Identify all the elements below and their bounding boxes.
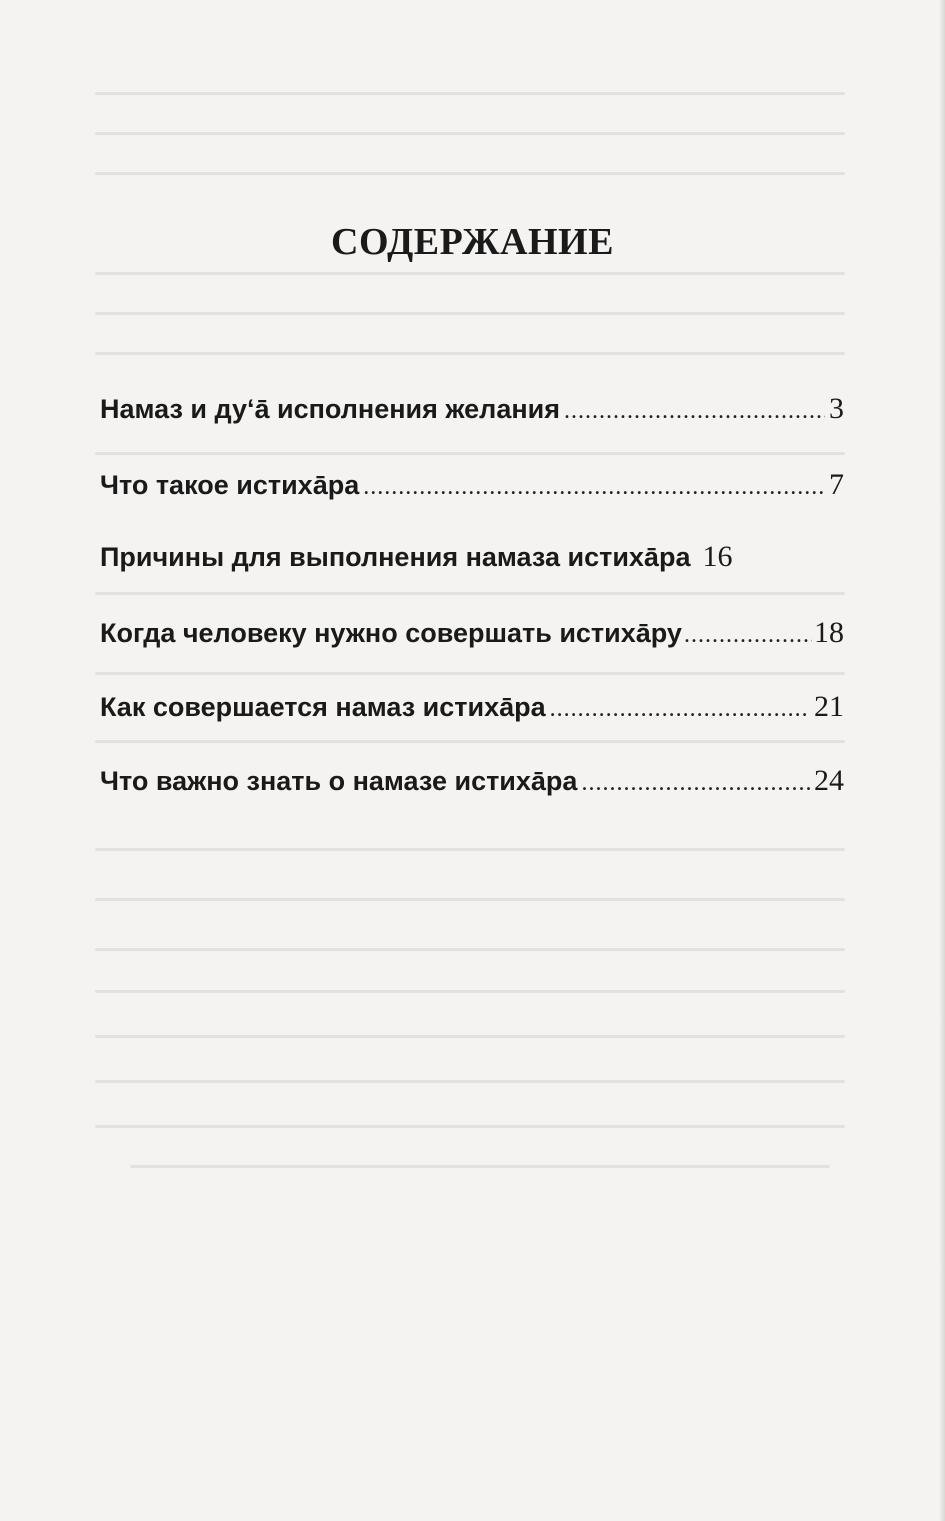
bleed-through-line [95,1125,845,1128]
toc-leader-dots [550,696,810,723]
page-edge-shadow [939,0,945,1521]
toc-leader-dots [581,770,810,797]
toc-title: СОДЕРЖАНИЕ [331,221,614,263]
toc-item[interactable] [100,764,844,798]
toc-item-title: Намаз и дуʻā исполнения желания [100,394,561,424]
bleed-through-line [95,272,845,275]
bleed-through-line [95,92,845,95]
toc-leader-dots [564,398,825,425]
toc-item-title: Что такое истихāра [100,470,360,500]
toc-item[interactable] [100,392,844,426]
toc-item-page: 3 [829,392,844,425]
toc-leader-dots [684,622,812,649]
toc-item-page: 18 [814,616,844,649]
bleed-through-line [95,1080,845,1083]
bleed-through-line [95,312,845,315]
toc-item[interactable] [100,540,844,574]
toc-item-title: Причины для выполнения намаза истихāра [100,542,691,572]
toc-item-page: 24 [814,764,844,797]
bleed-through-line [95,990,845,993]
bleed-through-line [95,352,845,355]
bleed-through-line [95,848,845,851]
toc-item[interactable] [100,616,844,650]
toc-item-title: Что важно знать о намазе истихāра [100,766,578,796]
toc-item-title: Как совершается намаз истихāра [100,692,546,722]
bleed-through-line [95,672,845,675]
toc-item-title: Когда человеку нужно совершать истихāру [100,618,682,648]
bleed-through-line [95,172,845,175]
bleed-through-line [95,452,845,455]
bleed-through-line [130,1165,830,1168]
bleed-through-line [95,740,845,743]
bleed-through-line [95,898,845,901]
toc-item-page: 7 [829,468,844,501]
bleed-through-line [95,592,845,595]
bleed-through-line [95,948,845,951]
toc-item[interactable] [100,468,844,502]
toc-item-page: 21 [814,690,844,723]
bleed-through-line [95,1035,845,1038]
toc-leader-dots [363,474,825,501]
toc-item-page: 16 [702,540,733,573]
toc-item[interactable] [100,690,844,724]
bleed-through-line [95,132,845,135]
